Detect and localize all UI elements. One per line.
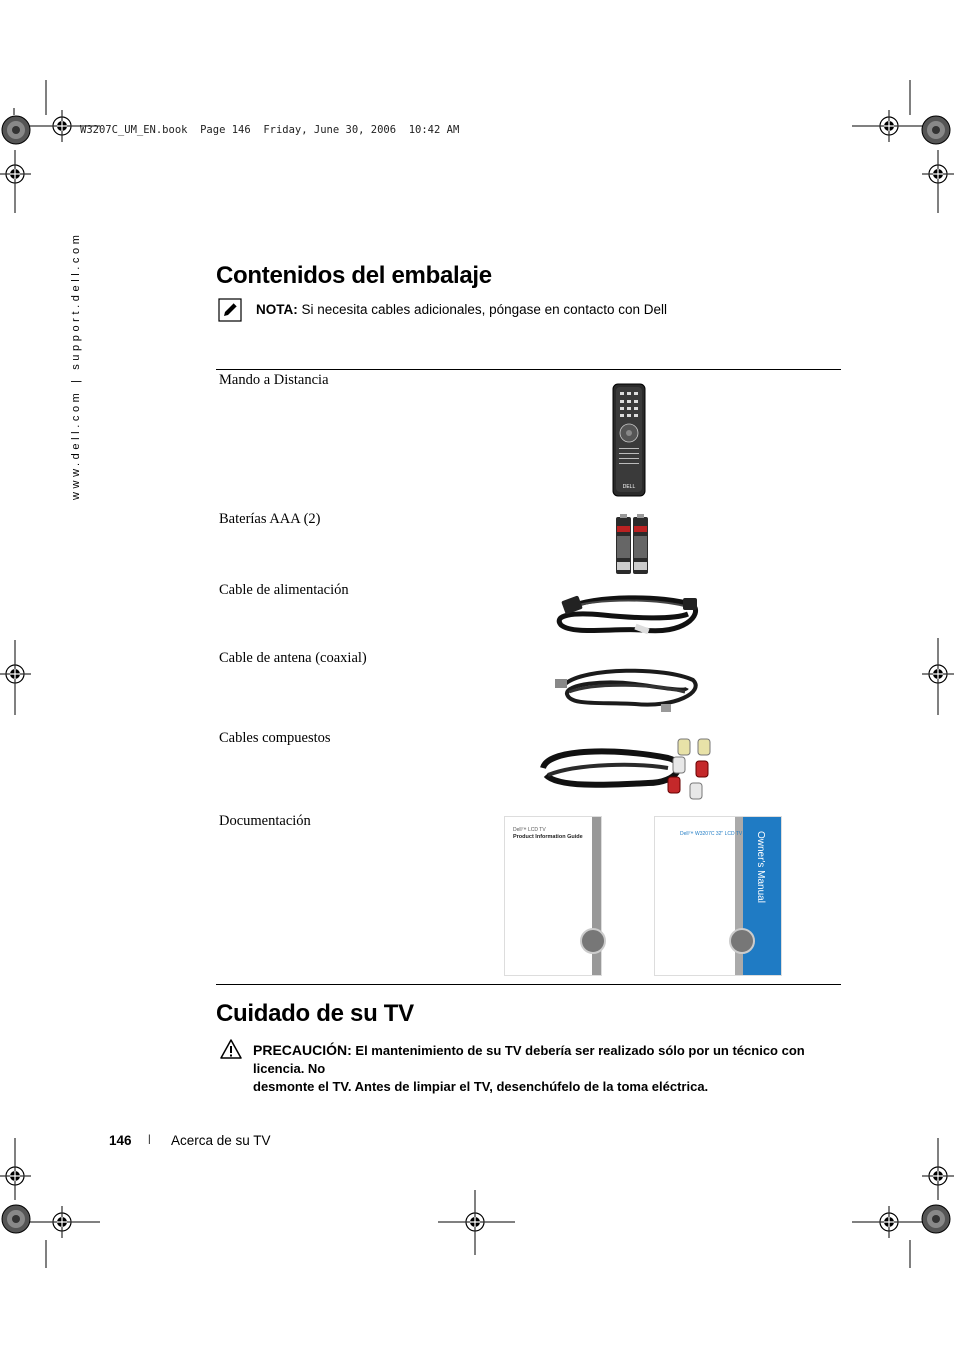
- guide-brand: Dell™ LCD TV: [513, 827, 546, 833]
- caution-line-2: desmonte el TV. Antes de limpiar el TV, desenchúfelo de la toma eléctrica.: [253, 1079, 709, 1094]
- footer-section-name: Acerca de su TV: [171, 1133, 271, 1148]
- caution-line-1: [253, 1041, 853, 1078]
- caution-text: [253, 1041, 853, 1096]
- item-batteries-label: Baterías AAA (2): [219, 511, 321, 527]
- book-header-line: W3207C_UM_EN.book Page 146 Friday, June 30, 2006 10:42 AM: [80, 124, 460, 136]
- power-cable-image: [553, 590, 703, 644]
- caution-label: PRECAUCIÓN:: [253, 1042, 352, 1058]
- dell-logo: [580, 928, 606, 954]
- item-remote-label: Mando a Distancia: [219, 372, 329, 388]
- item-power-cable-label: Cable de alimentación: [219, 582, 349, 598]
- caution-warning-icon: [220, 1038, 242, 1065]
- item-documentation-label: Documentación: [219, 813, 311, 829]
- page-number: 146: [109, 1133, 132, 1148]
- manual-spine-title: Owner's Manual: [755, 831, 766, 903]
- guide-title: Product Information Guide: [513, 834, 583, 840]
- dell-logo: [729, 928, 755, 954]
- note-label: NOTA:: [256, 302, 298, 317]
- section-title-contents: Contenidos del embalaje: [216, 262, 492, 289]
- section-title-care: Cuidado de su TV: [216, 1000, 414, 1027]
- product-info-guide-cover: [504, 816, 602, 976]
- note-pencil-icon: [218, 298, 242, 327]
- batteries-image: [615, 514, 649, 576]
- manual-brand: Dell™ W3207C 32" LCD TV: [680, 831, 743, 837]
- note-body: Si necesita cables adicionales, póngase en contacto con Dell: [297, 302, 667, 317]
- footer-separator: |: [148, 1134, 151, 1145]
- svg-text:DELL: DELL: [622, 484, 636, 490]
- table-top-rule: [216, 369, 841, 370]
- remote-control-image: [612, 383, 646, 498]
- owners-manual-cover: [654, 816, 782, 976]
- item-composite-cables-label: Cables compuestos: [219, 730, 331, 746]
- composite-cables-image: [538, 733, 723, 803]
- table-bottom-rule: [216, 984, 841, 985]
- side-url: www.dell.com | support.dell.com: [70, 231, 82, 500]
- note-text: [256, 302, 667, 317]
- item-coax-cable-label: Cable de antena (coaxial): [219, 650, 367, 666]
- coax-cable-image: [555, 662, 700, 714]
- caution-body-1: El mantenimiento de su TV debería ser realizado sólo por un técnico con licencia. No: [253, 1043, 805, 1076]
